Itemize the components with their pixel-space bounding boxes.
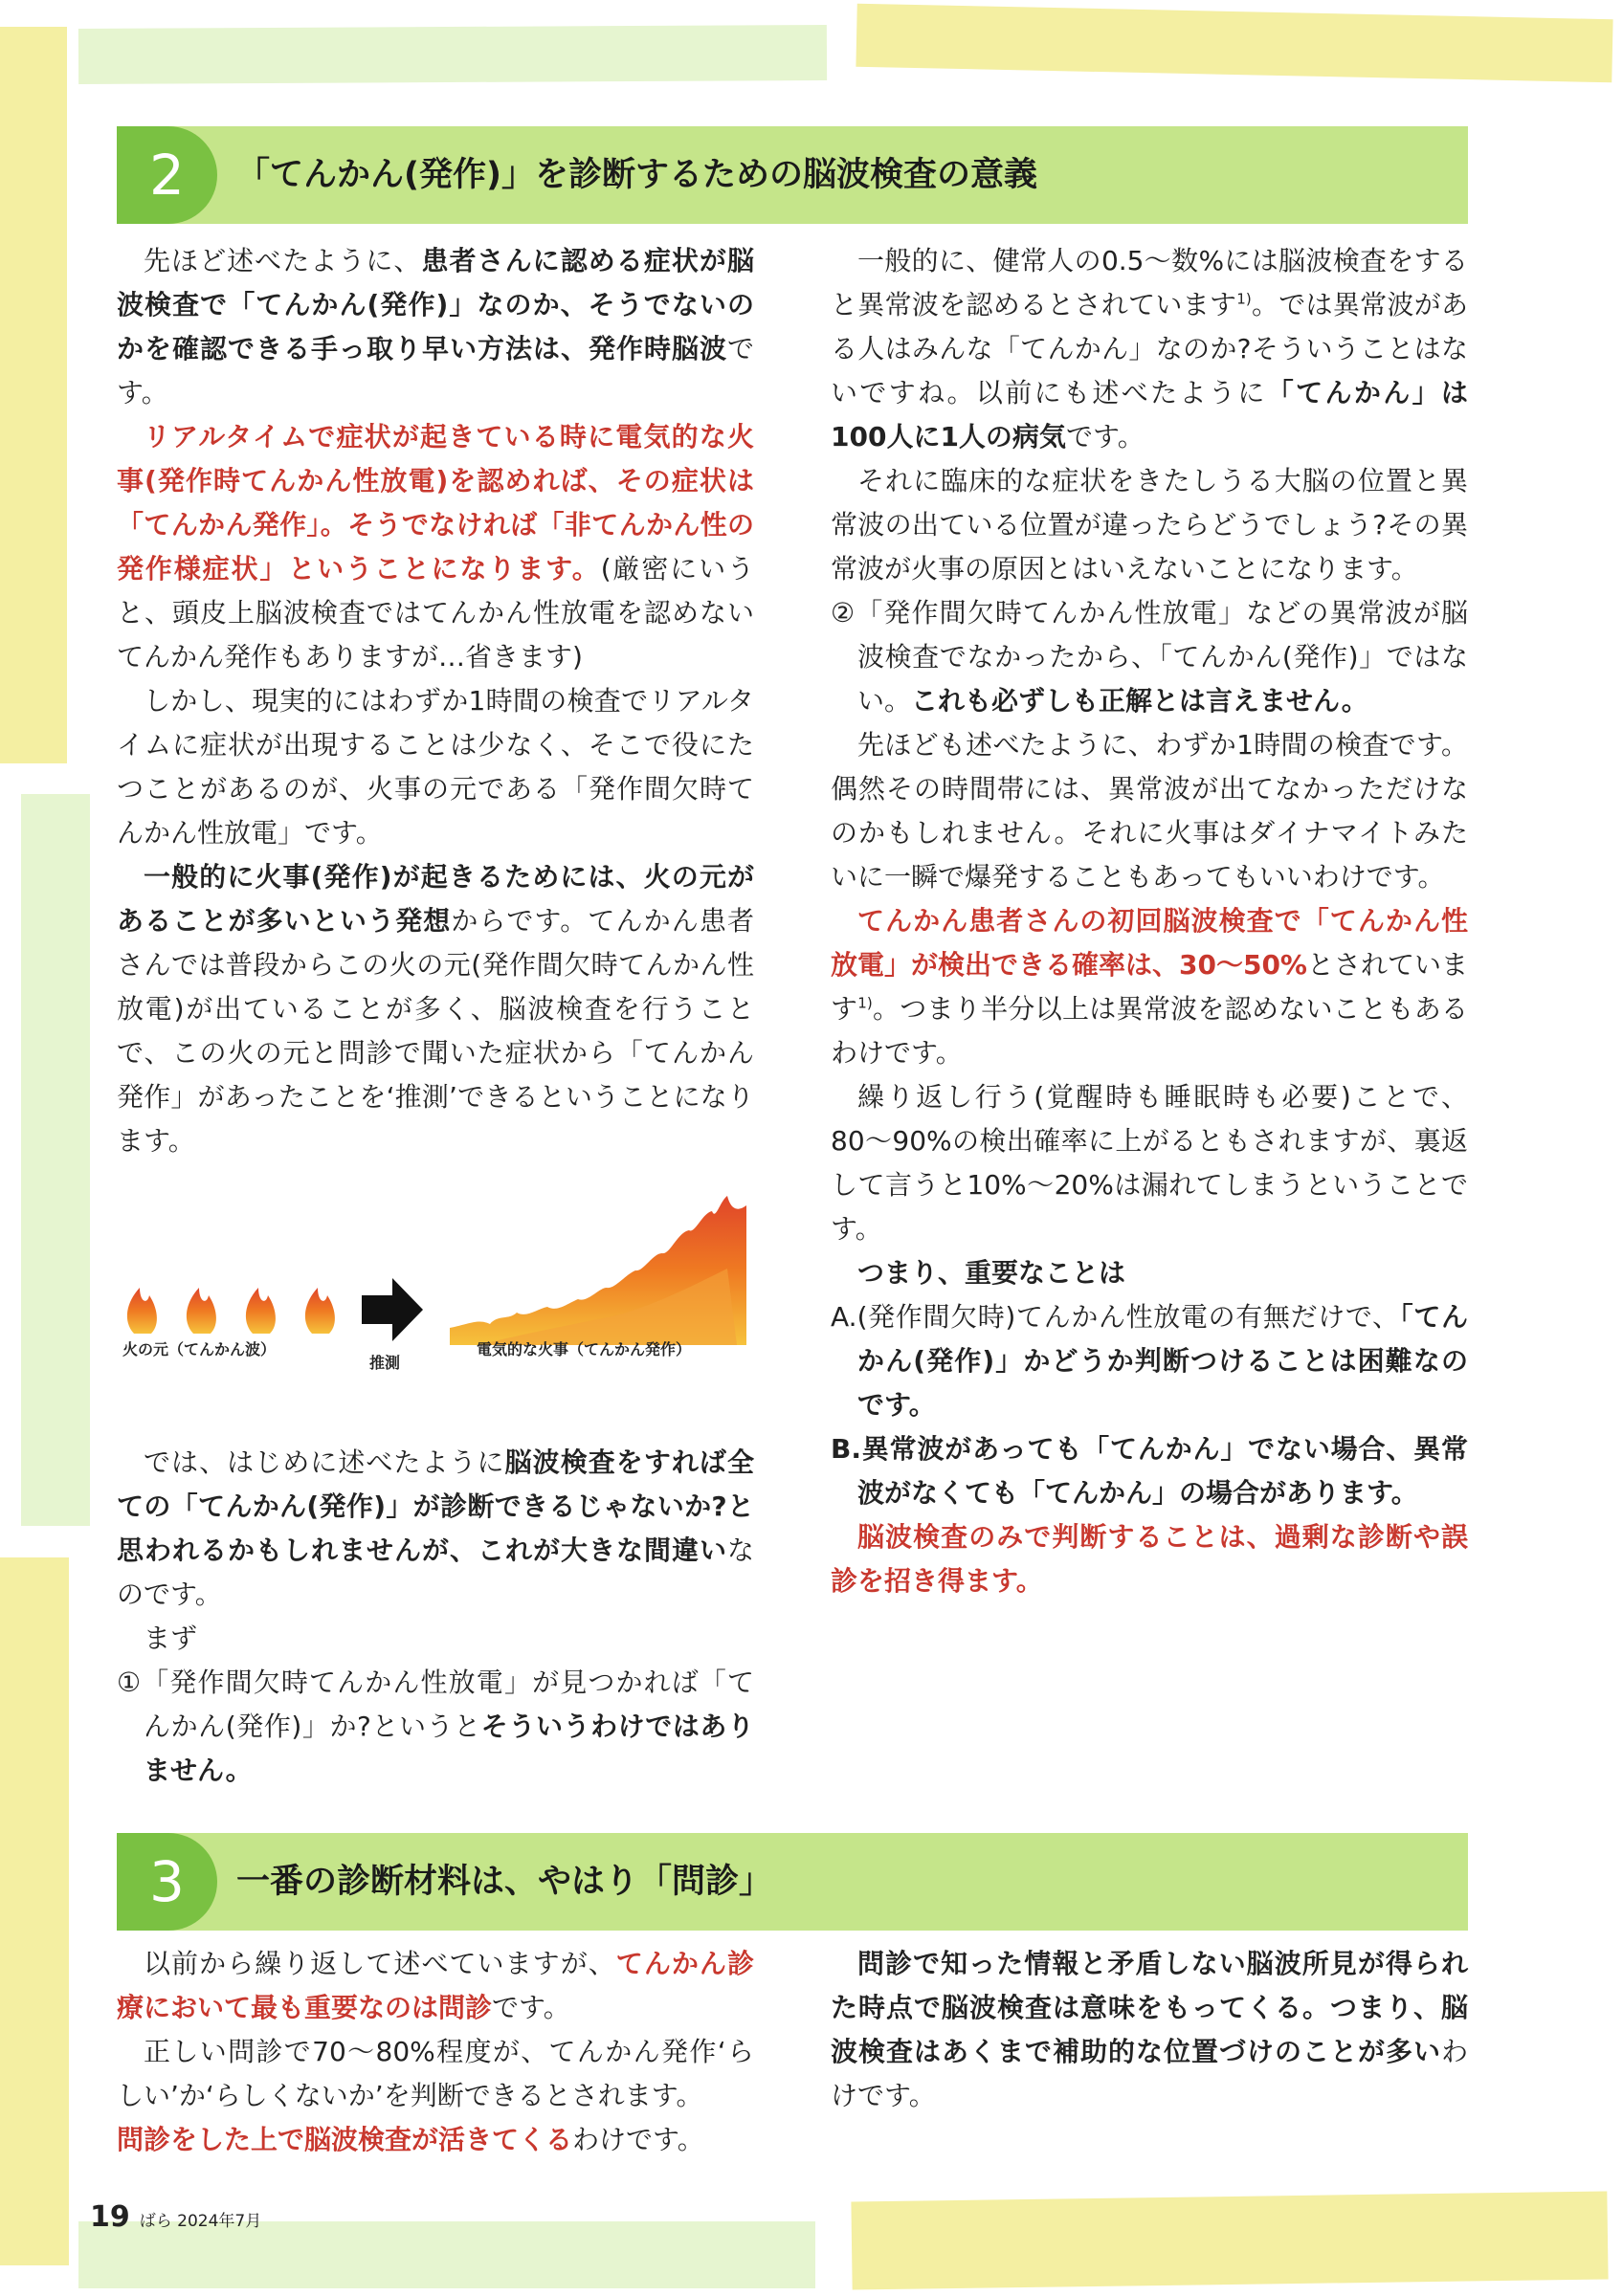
list-item: ①「発作間欠時てんかん性放電」が見つかれば「てんかん(発作)」か?というとそういうわけではありません。 — [117, 1667, 754, 1786]
list-item: A.(発作間欠時)てんかん性放電の有無だけで、「てんかん(発作)」かどうか判断つけることは困難なのです。 — [831, 1301, 1468, 1421]
fire-icon — [187, 1288, 216, 1334]
fire-icon — [305, 1288, 335, 1334]
paragraph: 脳波検査のみで判断することは、過剰な診断や誤診を招き得ます。 — [831, 1521, 1468, 1597]
paragraph: 問診で知った情報と矛盾しない脳波所見が得られた時点で脳波検査は意味をもってくる。つまり、脳波検査はあくまで補助的な位置づけのことが多いわけです。 — [831, 1948, 1468, 2111]
paragraph: しかし、現実的にはわずか1時間の検査でリアルタイムに症状が出現することは少なく、そこで役にたつことがあるのが、火事の元である「発作間欠時てんかん性放電」です。 — [117, 685, 754, 849]
deco-strip-top-yellow — [856, 4, 1612, 83]
magazine-issue: ばら 2024年7月 — [139, 2212, 262, 2231]
section-2-number: 2 — [117, 126, 217, 224]
paragraph: 先ほども述べたように、わずか1時間の検査です。偶然その時間帯には、異常波が出てなかっただけなのかもしれません。それに火事はダイナマイトみたいに一瞬で爆発することもあってもいいわけです。 — [831, 729, 1468, 893]
section-3-right-column — [831, 1942, 1468, 2118]
figure-label-right: 電気的な火事（てんかん発作） — [477, 1340, 692, 1358]
paragraph: 先ほど述べたように、患者さんに認める症状が脳波検査で「てんかん(発作)」なのか、そうでないのかを確認できる手っ取り早い方法は、発作時脳波です。 — [117, 245, 754, 408]
figure-label-left: 火の元（てんかん波） — [122, 1340, 277, 1358]
section-2-title: 「てんかん(発作)」を診断するための脳波検査の意義 — [236, 156, 1037, 194]
fire-illustration — [115, 1182, 766, 1393]
paragraph: てんかん患者さんの初回脳波検査で「てんかん性放電」が検出できる確率は、30〜50%とされています$^{1)}$。つまり半分以上は異常波を認めないこともあるわけです。 — [831, 905, 1469, 1069]
paragraph: 一般的に火事(発作)が起きるためには、火の元があることが多いという発想からです。てんかん患者さんでは普段からこの火の元(発作間欠時てんかん性放電)が出ていることが多く、脳波検査を行うことで、この火の元と問診で聞いた症状から「てんかん発作」があったことを‘推測’できるということになります。 — [117, 861, 754, 1157]
small-fire-icons — [127, 1288, 335, 1334]
paragraph: 一般的に、健常人の0.5〜数%には脳波検査をすると異常波を認めるとされています$^{1)}$。では異常波がある人はみんな「てんかん」なのか?そういうことはないですね。以前にも述べたように「てんかん」は100人に1人の病気です。 — [831, 245, 1468, 453]
section-3-header — [117, 1833, 1468, 1931]
paragraph: 正しい問診で70〜80%程度が、てんかん発作‘らしい’か‘らしくないか’を判断できるとされます。 — [117, 2036, 754, 2111]
deco-strip-top-green — [78, 25, 827, 84]
fire-icon — [246, 1288, 276, 1334]
deco-strip-left-green — [21, 794, 90, 1526]
paragraph: つまり、重要なことは — [857, 1257, 1126, 1289]
fire-svg — [115, 1182, 766, 1393]
page-footer — [90, 2200, 261, 2234]
list-item: B.異常波があっても「てんかん」でない場合、異常波がなくても「てんかん」の場合があります。 — [831, 1433, 1468, 1509]
section-2-left-column-lower — [117, 1441, 754, 1793]
paragraph: では、はじめに述べたように脳波検査をすれば全ての「てんかん(発作)」が診断できるじゃないか?と思われるかもしれませんが、これが大きな間違いなのです。 — [117, 1446, 754, 1610]
paragraph: 繰り返し行う(覚醒時も睡眠時も必要)ことで、80〜90%の検出確率に上がるともされますが、裏返して言うと10%〜20%は漏れてしまうということです。 — [831, 1081, 1468, 1245]
paragraph: それに臨床的な症状をきたしうる大脳の位置と異常波の出ている位置が違ったらどうでしょう?その異常波が火事の原因とはいえないことになります。 — [831, 465, 1468, 585]
page-number: 19 — [90, 2200, 130, 2234]
section-3-number: 3 — [117, 1833, 217, 1931]
section-3-title: 一番の診断材料は、やはり「問診」 — [236, 1863, 773, 1901]
paragraph: 以前から繰り返して述べていますが、てんかん診療において最も重要なのは問診です。 — [117, 1948, 754, 2023]
deco-strip-left-yellow-2 — [0, 1557, 69, 2265]
section-2-left-column — [117, 239, 754, 1163]
arrow-right-icon — [362, 1278, 423, 1341]
section-2-header — [117, 126, 1468, 224]
figure-label-middle: 推測 — [369, 1354, 401, 1372]
section-2-right-column — [831, 239, 1468, 1603]
paragraph: 問診をした上で脳波検査が活きてくるわけです。 — [117, 2124, 704, 2155]
deco-strip-bottom-yellow — [851, 2191, 1608, 2289]
section-3-left-column — [117, 1942, 754, 2162]
fire-icon — [127, 1288, 157, 1334]
paragraph: まず — [144, 1623, 198, 1654]
paragraph: リアルタイムで症状が起きている時に電気的な火事(発作時てんかん性放電)を認めれば、その症状は「てんかん発作」。そうでなければ「非てんかん性の発作様症状」ということになります。(厳密にいうと、頭皮上脳波検査ではてんかん性放電を認めないてんかん発作もありますが…省きます) — [117, 421, 754, 673]
list-item: ②「発作間欠時てんかん性放電」などの異常波が脳波検査でなかったから、「てんかん(発作)」ではない。これも必ずしも正解とは言えません。 — [831, 597, 1468, 717]
deco-strip-left-yellow-1 — [0, 27, 67, 763]
